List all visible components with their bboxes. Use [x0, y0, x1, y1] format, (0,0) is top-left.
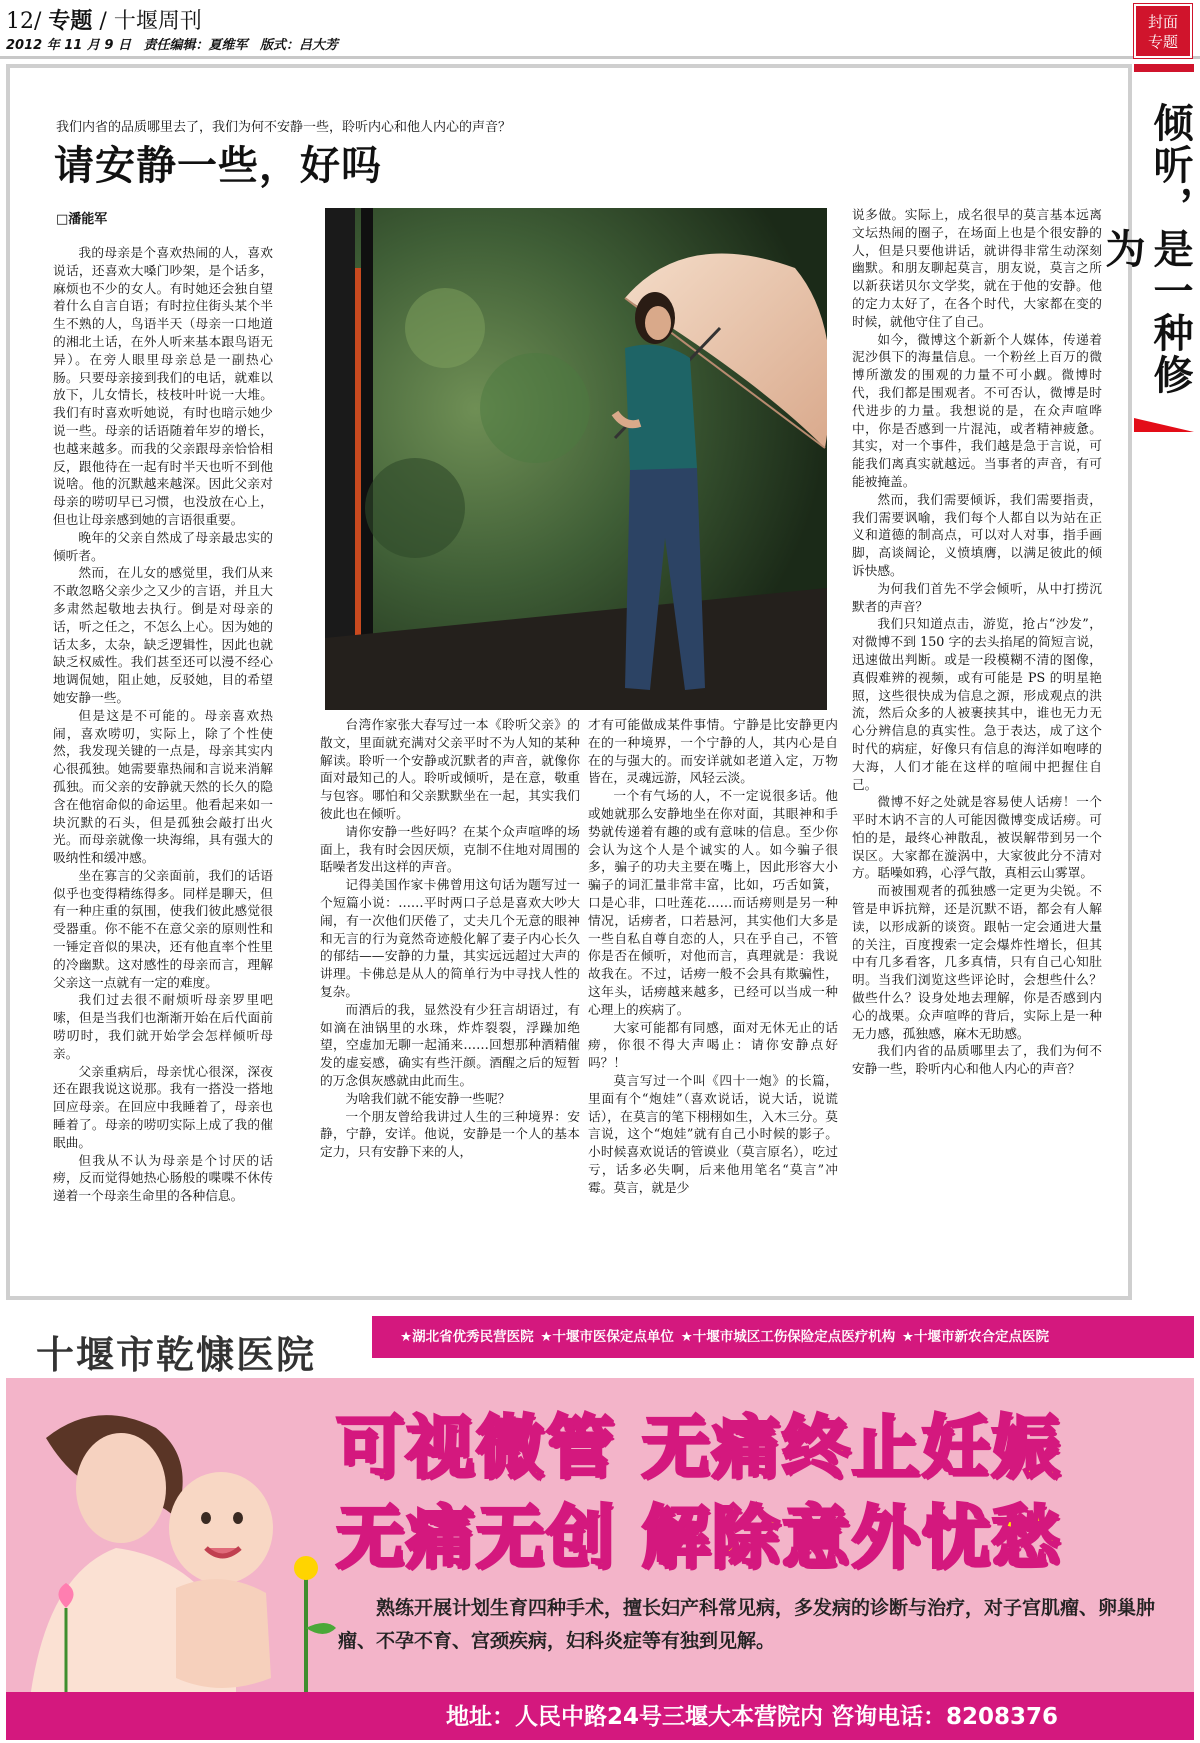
article-column-2 — [320, 716, 580, 1276]
paragraph: 莫言写过一个叫《四十一炮》的长篇，里面有个“炮娃”（喜欢说话，说大话，说谎话），在莫言的笔下栩栩如生，入木三分。莫言说，这个“炮娃”就有自己小时候的影子。小时候喜欢说话的管谟业（莫言原名），吃过亏，话多必失啊，后来他用笔名“莫言”冲霉。莫言，就是少 — [588, 1072, 838, 1195]
cover-topic-tag — [1134, 4, 1192, 58]
page-number: 12/ — [6, 9, 42, 34]
mother-baby-illustration — [6, 1378, 336, 1740]
article-byline: □潘能军 — [56, 212, 108, 227]
paragraph: 大家可能都有同感，面对无休无止的话痨，你很不得大声喝止：请你安静点好吗？！ — [588, 1019, 838, 1071]
paragraph: 一个有气场的人，不一定说很多话。他或她就那么安静地坐在你对面，其眼神和手势就传递着有趣的或有意味的信息。至少你会认为这个人是个诚实的人。如今骗子很多，骗子的功夫主要在嘴上，因此形容大小骗子的词汇量非常丰富，比如，巧舌如簧，口是心非，口吐莲花……而话痨则是另一种情况，话痨者，口若悬河，其实他们大多是一些自私自尊自恋的人，只在乎自己，不管你是否在倾听，对他而言，真理就是：我说故我在。不过，话痨一般不会具有欺骗性，这年头，话痨越来越多，已经可以当成一种心理上的疾病了。 — [588, 788, 838, 1017]
ad-headline-2: 无痛无创 解除意外忧愁 — [336, 1499, 1062, 1578]
hospital-badges: ★湖北省优秀民营医院 ★十堰市医保定点单位 ★十堰市城区工伤保险定点医疗机构 ★十堰市新农合定点医院 — [372, 1316, 1194, 1358]
hospital-name: 十堰市乾慷医院 — [36, 1333, 317, 1377]
paragraph: 父亲重病后，母亲忧心很深，深夜还在跟我说这说那。我有一搭没一搭地回应母亲。在回应中我睡着了，母亲也睡着了。母亲的唠叨实际上成了我的催眠曲。 — [53, 1063, 273, 1150]
paragraph: 为啥我们就不能安静一些呢？ — [345, 1090, 511, 1106]
paragraph: 为何我们首先不学会倾听，从中打捞沉默者的声音？ — [852, 580, 1102, 614]
paragraph: 我们过去很不耐烦听母亲罗里吧嗦，但是当我们也渐渐开始在后代面前唠叨时，我们就开始学会怎样倾听母亲。 — [53, 992, 273, 1061]
paper-name: 十堰周刊 — [113, 9, 202, 34]
side-title: 倾听，是一种修为 — [1099, 102, 1194, 396]
header-separator: / — [99, 9, 107, 34]
paragraph: 说多做。实际上，成名很早的莫言基本远离文坛热闹的圈子，在场面上也是个很安静的人，但是只要他讲话，就讲得非常生动深刻幽默。和朋友聊起莫言，朋友说，莫言之所以新获诺贝尔文学奖，就在于他的安静。他的定力太好了，在各个时代，大家都在变的时候，就他守住了自己。 — [852, 207, 1102, 329]
paragraph: 如今，微博这个新新个人媒体，传递着泥沙俱下的海量信息。一个粉丝上百万的微博所激发的围观的力量不可小觑。微博时代，我们都是围观者。不可否认，微博是时代进步的力量。我想说的是，在众声喧哗中，你是否感到一片混沌，或者精神疲惫。其实，对一个事件，我们越是急于言说，可能我们离真实就越远。当事者的声音，有可能被掩盖。 — [852, 331, 1102, 489]
woman-with-umbrella-photo — [325, 208, 827, 710]
ad-headline-1: 可视微管 无痛终止妊娠 — [336, 1409, 1062, 1488]
side-title-bar — [1134, 64, 1194, 72]
hospital-advertisement — [6, 1316, 1194, 1740]
paragraph: 我们只知道点击，游览，抢占“沙发”，对微博不到 150 字的去头掐尾的简短言说，迅速做出判断。或是一段模糊不清的图像，真假难辨的视频，或有可能是 PS 的明星艳照，这些很快成为信息之源，形成观点的洪流，然后众多的人被裹挟其中，谁也无力无心分辨信息的真实性。急于表达，成了这个时代的病症，好像只有信息的海洋如咆哮的大海，人们才能在这样的喧闹中把握住自己。 — [852, 616, 1102, 792]
paragraph: 但是这是不可能的。母亲喜欢热闹，喜欢唠叨，实际上，除了个性使然，我发现关键的一点是，母亲其实内心很孤独。她需要靠热闹和言说来消解孤独。而父亲的安静就天然的长久的隐含在他宿命似的命运里。他看起来如一块沉默的石头，但是孤独会敲打出火光。而母亲就像一块海绵，具有强大的吸纳性和缓冲感。 — [53, 707, 273, 866]
cover-tag-line2: 专题 — [1147, 33, 1178, 51]
paragraph: 然而，在儿女的感觉里，我们从来不敢忽略父亲少之又少的言语，并且大多肃然起敬地去执行。倒是对母亲的话，听之任之，不怎么上心。因为她的话太多，太杂，缺乏逻辑性，因此也就缺乏权威性。我们甚至还可以漫不经心地调侃她，阻止她，反驳她，目的希望她安静一些。 — [53, 565, 273, 705]
article-column-3 — [588, 716, 838, 1276]
side-title-panel — [1099, 64, 1194, 424]
paragraph: 我们内省的品质哪里去了，我们为何不安静一些，聆听内心和他人内心的声音？ — [852, 1043, 1102, 1077]
side-title-accent — [1134, 418, 1194, 432]
article-kicker: 我们内省的品质哪里去了，我们为何不安静一些，聆听内心和他人内心的声音？ — [56, 120, 512, 135]
layout-credit: 版式：吕大芳 — [260, 38, 339, 53]
paragraph: 而酒后的我，显然没有少狂言胡语过，有如滴在油锅里的水珠，炸炸裂裂，浮躁加绝望，空虚加无聊一起涌来……回想那种酒精催发的虚妄感，确实有些汗颜。酒醒之后的短暂的万念俱灰感就由此而生。 — [320, 1001, 580, 1088]
header-rule — [0, 56, 1200, 59]
article-column-1 — [53, 244, 273, 1274]
page-header — [6, 4, 202, 35]
cover-tag-line1: 封面 — [1147, 13, 1178, 31]
section-name: 专题 — [48, 9, 93, 34]
paragraph: 然而，我们需要倾诉，我们需要指责，我们需要讽喻，我们每个人都自以为站在正义和道德的制高点，可以对人对事，指手画脚，高谈阔论，义愤填膺，以满足彼此的倾诉快感。 — [852, 491, 1102, 578]
article-photo — [325, 208, 827, 710]
ad-footer-band — [6, 1692, 1194, 1740]
paragraph: 我的母亲是个喜欢热闹的人，喜欢说话，还喜欢大嗓门吵架，是个话多，麻烦也不少的女人。有时她还会独自望着什么自言自语；有时拉住街头某个半生不熟的人，鸟语半天（母亲一口地道的湘北土话，在外人听来基本跟鸟语无异）。在旁人眼里母亲总是一副热心肠。只要母亲接到我们的电话，就难以放下，儿女情长，枝枝叶叶说一大堆。我们有时喜欢听她说，有时也暗示她少说一些。母亲的话语随着年岁的增长，也越来越多。而我的父亲跟母亲恰恰相反，跟他待在一起有时半天也听不到他说啥。他的沉默越来越深。因此父亲对母亲的唠叨早已习惯，也没放在心上，但也让母亲感到她的言语很重要。 — [53, 245, 273, 527]
paragraph: 微博不好之处就是容易使人话痨！一个平时木讷不言的人可能因微博变成话痨。可怕的是，最终心神散乱，被误解带到另一个误区。大家都在漩涡中，大家彼此分不清对方。聒噪如鸦，心浮气散，真相云山雾罩。 — [852, 794, 1102, 881]
article-headline: 请安静一些，好吗 — [54, 142, 382, 189]
paragraph: 请你安静一些好吗？在某个众声喧哗的场面上，我有时会因厌烦，克制不住地对周围的聒噪者发出这样的声音。 — [320, 823, 580, 875]
paragraph: 坐在寡言的父亲面前，我们的话语似乎也变得精练得多。同样是聊天，但有一种庄重的氛围，使我们彼此感觉很受器重。你不能不在意父亲的原则性和一锤定音似的果决，还有他直率个性里的冷幽默。这对感性的母亲而言，理解父亲这一点就有一定的难度。 — [53, 867, 273, 990]
paragraph: 一个朋友曾给我讲过人生的三种境界：安静，宁静，安详。他说，安静是一个人的基本定力，只有安静下来的人， — [320, 1108, 580, 1160]
article-column-4 — [852, 206, 1102, 1276]
paragraph: 记得美国作家卡佛曾用这句话为题写过一个短篇小说：……平时两口子总是喜欢大吵大闹，有一次他们厌倦了，丈夫几个无意的眼神和无言的行为竟然奇迹般化解了妻子内心长久的郁结——安静的力量，其实远远超过大声的讲理。卡佛总是从人的简单行为中寻找人性的复杂。 — [320, 877, 580, 999]
paragraph: 台湾作家张大春写过一本《聆听父亲》的散文，里面就充满对父亲平时不为人知的某种解读。聆听一个安静或沉默者的声音，就像你面对最知己的人。聆听或倾听，是在意，敬重与包容。哪怕和父亲默默坐在一起，其实我们彼此也在倾听。 — [320, 717, 580, 821]
editor-credit: 责任编辑：夏维军 — [143, 38, 248, 53]
paragraph: 才有可能做成某件事情。宁静是比安静更内在的一种境界，一个宁静的人，其内心是自在的与强大的。而安详就如老道入定，万物皆在，灵魂远游，风轻云淡。 — [588, 717, 838, 786]
paragraph: 但我从不认为母亲是个讨厌的话痨，反而觉得她热心肠般的喋喋不休传递着一个母亲生命里的各种信息。 — [53, 1152, 273, 1204]
issue-date: 2012 年 11 月 9 日 — [6, 38, 131, 53]
paragraph: 晚年的父亲自然成了母亲最忠实的倾听者。 — [53, 529, 273, 563]
ad-address-phone: 地址：人民中路24号三堰大本营院内 咨询电话：8208376 — [446, 1704, 1059, 1730]
ad-description: 熟练开展计划生育四种手术，擅长妇产科常见病，多发病的诊断与治疗，对子宫肌瘤、卵巢肿瘤、不孕不育、宫颈疾病，妇科炎症等有独到见解。 — [338, 1597, 1156, 1652]
page-meta — [6, 34, 346, 53]
paragraph: 而被围观者的孤独感一定更为尖锐。不管是申诉抗辩，还是沉默不语，都会有人解读，以形成新的谈资。跟帖一定会通进大量的关注，百度搜索一定会爆炸性增长，但其中有几多看客，几多真情，只有自己心知肚明。当我们浏览这些评论时，会想些什么？做些什么？设身处地去理解，你是否感到内心的战栗。众声喧哗的背后，实际上是一种无力感，孤独感，麻木无助感。 — [852, 883, 1102, 1041]
